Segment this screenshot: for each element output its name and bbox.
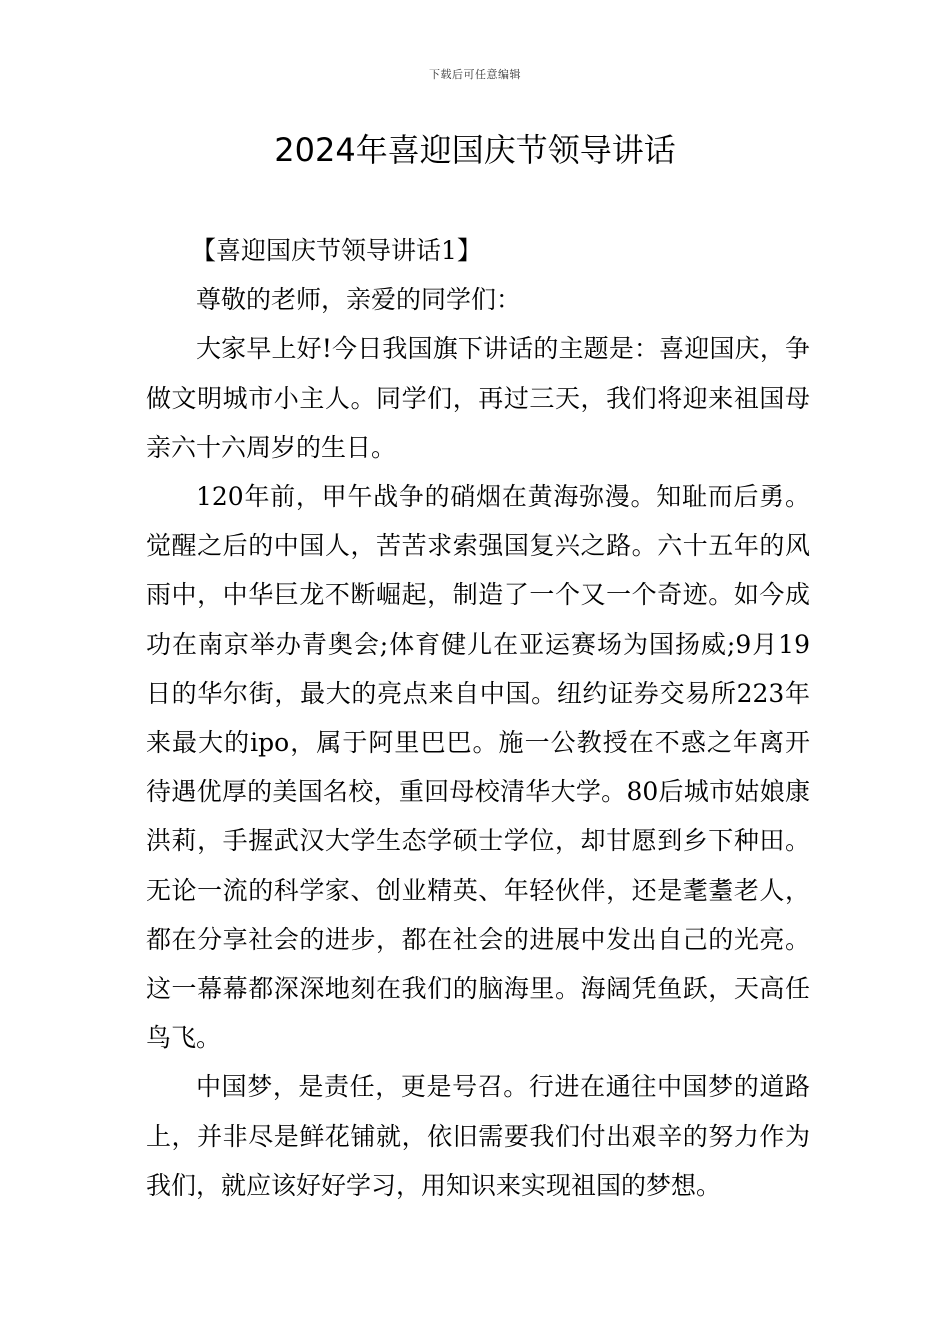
body-paragraph: 120年前，甲午战争的硝烟在黄海弥漫。知耻而后勇。觉醒之后的中国人，苦苦求索强国复兴之路。六十五年的风雨中，中华巨龙不断崛起，制造了一个又一个奇迹。如今成功在南京举办青奥会;体育健儿在亚运赛场为国扬威;9月19日的华尔街，最大的亮点来自中国。纽约证券交易所223年来最大的ipo，属于阿里巴巴。施一公教授在不惑之年离开待遇优厚的美国名校，重回母校清华大学。80后城市姑娘康洪莉，手握武汉大学生态学硕士学位，却甘愿到乡下种田。无论一流的科学家、创业精英、年轻伙伴，还是耄耋老人，都在分享社会的进步，都在社会的进展中发出自己的光亮。这一幕幕都深深地刻在我们的脑海里。海阔凭鱼跃，天高任鸟飞。 [146,482,810,1053]
header-note: 下载后可任意编辑 [429,68,521,81]
document-title: 2024年喜迎国庆节领导讲话 [274,131,676,169]
section-heading: 【喜迎国庆节领导讲话1】 [191,236,482,265]
body-paragraph: 中国梦，是责任，更是号召。行进在通往中国梦的道路上，并非尽是鲜花铺就，依旧需要我们付出艰辛的努力作为我们，就应该好好学习，用知识来实现祖国的梦想。 [146,1072,810,1200]
body-paragraph: 大家早上好!今日我国旗下讲话的主题是：喜迎国庆，争做文明城市小主人。同学们，再过三天，我们将迎来祖国母亲六十六周岁的生日。 [146,334,810,462]
document-body [146,226,810,1210]
salutation-paragraph: 尊敬的老师，亲爱的同学们： [196,285,522,315]
